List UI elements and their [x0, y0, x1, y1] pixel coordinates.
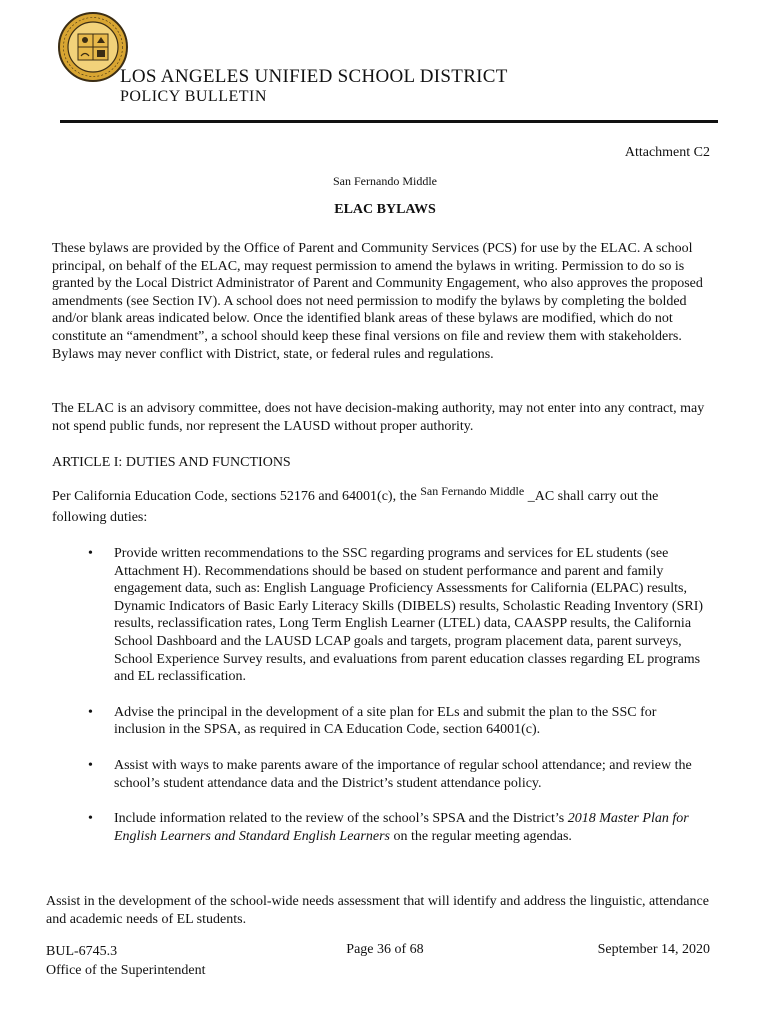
list-item	[88, 757, 708, 792]
list-item-text: Advise the principal in the development of a site plan for ELs and submit the plan to the SSC for inclusion in the SPSA, as required in CA Education Code, section 64001(c).	[114, 704, 657, 738]
master-plan-title: 2018 Master Plan for English Learners and Standard English Learners	[114, 811, 689, 844]
bullet-icon: •	[88, 704, 93, 720]
bullet-icon: •	[88, 811, 93, 827]
bullet-icon: •	[88, 546, 93, 561]
duties-intro-line2: following duties:	[52, 510, 148, 525]
district-name: LOS ANGELES UNIFIED SCHOOL DISTRICT	[120, 66, 508, 87]
bulletin-number: BUL-6745.3	[46, 944, 118, 959]
bulletin-date: September 14, 2020	[597, 942, 710, 957]
bullet-icon: •	[88, 757, 93, 773]
list-item-text: Assist with ways to make parents aware of the importance of regular school attendance; and review the school’s student attendance data and the District’s student attendance policy.	[114, 757, 692, 791]
article-heading: ARTICLE I: DUTIES AND FUNCTIONS	[52, 455, 291, 470]
attachment-label: Attachment C2	[624, 145, 710, 160]
intro-paragraph: These bylaws are provided by the Office of Parent and Community Services (PCS) for use by the ELAC. A school principal, on behalf of the ELAC, may request permission to amend the bylaws in writing. Permission to do so is granted by the Local District Administrator of Parent and Community Engagement, who also approves the proposed amendments (see Section IV). A school does not need permission to modify the bylaws by completing the bolded and/or blank areas indicated below. Once the identified blank areas of these bylaws are modified, which do not constitute an “amendment”, a school should keep these final versions on file and review them with stakeholders. Bylaws may never conflict with District, state, or federal rules and regulations.	[52, 241, 703, 362]
advisory-paragraph: The ELAC is an advisory committee, does not have decision-making authority, may not enter into any contract, may not spend public funds, nor represent the LAUSD without proper authority.	[52, 401, 705, 434]
list-item	[88, 545, 708, 686]
document-title: ELAC BYLAWS	[334, 202, 436, 217]
duties-intro	[52, 484, 718, 506]
bulletin-type: POLICY BULLETIN	[120, 88, 267, 105]
school-name-field[interactable]: San Fernando Middle	[333, 174, 437, 188]
district-seal-icon	[56, 10, 130, 84]
duties-list	[88, 545, 708, 863]
closing-paragraph: Assist in the development of the school-wide needs assessment that will identify and address the linguistic, attendance and academic needs of EL students.	[46, 894, 709, 927]
school-name-fill-field[interactable]: San Fernando Middle	[420, 484, 525, 498]
page-number: Page 36 of 68	[346, 942, 424, 957]
list-item	[88, 810, 708, 845]
list-item	[88, 704, 708, 739]
duties-intro-prefix: Per California Education Code, sections 52176 and 64001(c), the	[52, 489, 417, 504]
header-divider	[60, 120, 718, 123]
office-name: Office of the Superintendent	[46, 963, 206, 978]
list-item-text-after: on the regular meeting agendas.	[390, 828, 572, 844]
list-item-text-before: Include information related to the review of the school’s SPSA and the District’s	[114, 811, 568, 827]
duties-intro-suffix: _AC shall carry out the	[527, 489, 659, 504]
list-item-text: Provide written recommendations to the SSC regarding programs and services for EL students (see Attachment H). Recommendations should be based on student performance and parent and family engagement data, such as: English Language Proficiency Assessments for California (ELPAC) results, Dynamic Indicators of Basic Early Literacy Skills (DIBELS) results, Scholastic Reading Inventory (SRI) results, reclassification rates, Long Term English Learner (LTEL) data, CAASPP results, the California School Dashboard and the LAUSD LCAP goals and targets, program placement data, parent surveys, School Experience Survey results, and evaluations from parent education classes regarding EL programs and EL reclassification.	[114, 546, 704, 685]
